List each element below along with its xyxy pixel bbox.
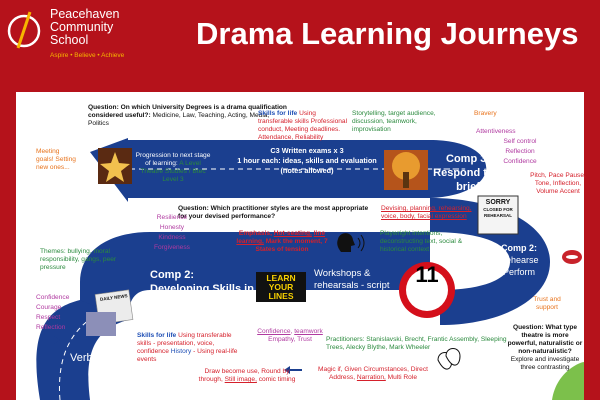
learn-lines-w2: YOUR bbox=[268, 282, 294, 292]
emphasis-text bbox=[236, 230, 328, 254]
magic-p1: Magic if, Given Circumstances, bbox=[318, 366, 409, 373]
page-title: Drama Learning Journeys bbox=[196, 16, 579, 51]
kindness-label: Kindness bbox=[158, 234, 186, 241]
school-name-line1: Peacehaven bbox=[50, 7, 120, 21]
skills-life-bottom-text2: - Using real-life events bbox=[137, 348, 238, 363]
milestone-number: 11 bbox=[415, 262, 439, 287]
c3-exam-text: C3 Written exams x 3 1 hour each: ideas, skills and evaluation (notes allowed) bbox=[237, 146, 377, 175]
question-styles: Question: Which practitioner styles are the most appropriate for your devised performance? bbox=[178, 205, 369, 220]
skills-life-top-text2: Professional conduct, Meeting deadlines. Attendance, Reliability bbox=[258, 118, 348, 141]
meeting-goals-text: Meeting goals! Setting new ones... bbox=[36, 148, 76, 171]
comp2-left-title: Comp 2: bbox=[150, 269, 194, 281]
learn-lines-w1: LEARN bbox=[266, 273, 296, 283]
question-theatre-q: Question: What type theatre is more powerful, naturalistic or non-naturalistic? bbox=[507, 324, 583, 355]
emphasis-p2: Hot-seating, bbox=[273, 230, 312, 237]
confidence-teamwork-c: Empathy, Trust bbox=[268, 336, 312, 343]
confidence-teamwork-text: Confidence, teamwork Empathy, Trust bbox=[250, 328, 330, 344]
comp2-left-heading bbox=[150, 268, 260, 310]
school-name-line2: Community bbox=[50, 20, 114, 34]
magic-p2: Direct Address, bbox=[329, 366, 428, 381]
sorry-line3: REHEARSAL bbox=[483, 213, 512, 218]
question-theatre bbox=[506, 324, 584, 372]
comp2-right-heading bbox=[492, 242, 546, 278]
reflection-label: Reflection bbox=[505, 148, 535, 155]
skills-life-bottom-text: Using transferable skills - presentation, voice, confidence bbox=[137, 332, 232, 355]
devising-text: Devising, planning, rehearsing, voice, body, facial expression bbox=[381, 205, 472, 220]
emphasis-p4: Mark the moment, 7 States of tension bbox=[255, 238, 328, 253]
comp2-left-subtitle: Developing Skills in the Performing Arts bbox=[150, 283, 254, 309]
draw-p1: Draw become use, Round by through, bbox=[198, 368, 290, 383]
skills-life-bottom-heading: Skills for life bbox=[137, 332, 177, 339]
daily-news-text: DAILY NEWS bbox=[99, 293, 128, 302]
trust-text: Trust and support bbox=[533, 296, 561, 311]
question-degrees-label: Question: On which University Degrees is a drama qualification considered useful?: bbox=[88, 104, 287, 119]
sorry-line1: SORRY bbox=[485, 199, 511, 206]
resilience-label: Resilience bbox=[156, 214, 188, 221]
comp2-right-subtitle: Rehearse Perform bbox=[499, 255, 539, 277]
bravery-label: Bravery bbox=[474, 110, 497, 117]
learn-lines-w3: LINES bbox=[268, 291, 294, 301]
magic-p4: Multi Role bbox=[387, 374, 417, 381]
attentiveness-label: Attentiveness bbox=[476, 128, 516, 135]
progression-text bbox=[134, 152, 212, 184]
verbatim-label: Verbatim bbox=[70, 352, 114, 364]
progression-label: Progression to next stage of learning: bbox=[135, 152, 211, 167]
workshops-text: Workshops & rehearsals - script bbox=[314, 268, 390, 291]
comp3-subtitle: Respond to a brief bbox=[433, 167, 503, 193]
magic-p3: Narration, bbox=[356, 374, 386, 381]
skills-for-life-top bbox=[258, 110, 350, 142]
emphasis-p1: Emphasis, bbox=[238, 230, 272, 237]
question-theatre-a: Explore and investigate three contrasting bbox=[510, 356, 580, 371]
confidence-left-b: Courage bbox=[36, 304, 62, 311]
skills-life-bottom-history: History bbox=[170, 348, 192, 355]
skills-for-life-bottom bbox=[137, 332, 241, 364]
sorry-line2: CLOSED FOR bbox=[483, 207, 513, 212]
confidence-teamwork-a: Confidence bbox=[257, 328, 291, 335]
comp3-title: Comp 3: bbox=[446, 153, 490, 165]
pitch-text: Pitch, Pace Pause, Tone, Inflection, Volume Accent bbox=[530, 172, 586, 195]
comp2-right-title: Comp 2: bbox=[501, 243, 537, 253]
confidence-left-d: Reflection bbox=[36, 324, 66, 331]
school-name-line3: School bbox=[50, 33, 89, 47]
confidence-teamwork-b: teamwork bbox=[294, 328, 323, 335]
draw-p2: Still image, bbox=[224, 376, 257, 383]
honesty-label: Honesty bbox=[159, 224, 185, 231]
confidence-left-a: Confidence bbox=[36, 294, 70, 301]
progression-value: A Level Theatre Studies / Btec Level 3 bbox=[140, 160, 206, 183]
school-tagline: Aspire • Believe • Achieve bbox=[50, 52, 125, 59]
themes-text: Themes: bullying, moral responsibility, gangs, peer pressure bbox=[40, 248, 117, 271]
speaking-mouth-icon bbox=[562, 250, 582, 264]
question-degrees-answer: Medicine, Law, Teaching, Acting, Media, Politics bbox=[88, 112, 270, 127]
playwright-text: Playwright intentions, deconstructing text, social & historical context bbox=[380, 230, 463, 253]
confidence-label: Confidence bbox=[503, 158, 537, 165]
skills-life-top-text1: Using transferable skills bbox=[258, 110, 316, 125]
confidence-left-c: Respect bbox=[36, 314, 61, 321]
magic-text bbox=[318, 366, 428, 382]
forgiveness-label: Forgiveness bbox=[154, 244, 190, 251]
emphasis-p3: line learning, bbox=[236, 230, 326, 245]
storytelling-text: Storytelling, target audience, discussion, teamwork, improvisation bbox=[352, 110, 436, 133]
practitioners-text: Practitioners: Stanislavski, Brecht, Frantic Assembly, Sleeping Trees, Alecky Blythe, Mark Wheeler bbox=[326, 336, 507, 351]
comp3-heading bbox=[428, 152, 508, 194]
skills-life-top-heading: Skills for life bbox=[258, 110, 298, 117]
draw-p3: comic timing bbox=[258, 376, 296, 383]
sorry-sign-text bbox=[478, 199, 518, 219]
learn-lines-text bbox=[256, 274, 306, 301]
verbatim-photo bbox=[86, 312, 116, 336]
draw-text bbox=[196, 368, 298, 384]
self-control-label: Self control bbox=[503, 138, 537, 145]
